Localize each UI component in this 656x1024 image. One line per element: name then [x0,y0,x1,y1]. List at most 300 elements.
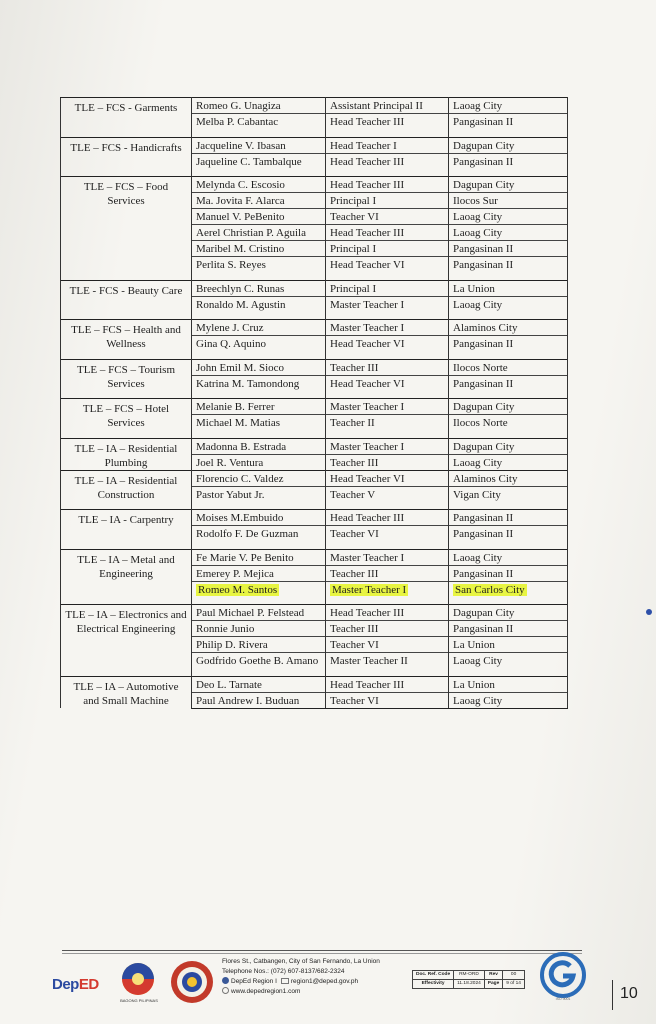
position-cell-text: Master Teacher I [330,440,405,453]
spacer-cell [449,169,568,177]
area-cell [61,280,192,312]
position-cell [326,98,449,114]
name-cell [192,676,326,692]
division-cell-text: Pangasinan II [453,512,514,524]
division-cell-text: Laoag City [453,227,503,239]
spacer-cell [61,312,192,320]
position-cell-text: Master Teacher I [330,298,405,311]
division-cell [449,581,568,597]
position-cell [326,637,449,653]
division-cell [449,676,568,692]
name-cell-text: Michael M. Matias [196,417,281,429]
page-value: 9 of 14 [503,980,525,989]
name-cell-text: Melynda C. Escosio [196,179,285,191]
footer-facebook[interactable]: DepEd Region I [231,978,277,985]
footer-contact-line [222,977,412,987]
spacer-cell [449,312,568,320]
division-cell-text: Dagupan City [453,401,515,413]
name-cell-text: Melanie B. Ferrer [196,401,275,413]
division-cell-text: Pangasinan II [453,377,514,390]
handwritten-page-number: 10 [620,985,638,1002]
position-cell-text: Head Teacher VI [330,338,405,350]
spacer-cell [449,668,568,676]
division-cell [449,526,568,542]
footer-address: Flores St., Catbangen, City of San Fernando, La Union [222,958,380,965]
spacer-cell [449,541,568,549]
name-cell-text: Godfrido Goethe B. Amano [196,655,319,667]
facebook-icon [222,977,229,984]
table-row [61,676,568,692]
area-label: TLE – FCS - Garments [74,102,178,114]
name-cell [192,565,326,581]
division-cell-text: La Union [453,639,495,651]
spacer-cell [326,502,449,510]
name-cell-text: Ronaldo M. Agustin [196,298,286,311]
division-cell-text: Laoag City [453,655,503,667]
deped-logo-ed: ED [78,976,99,993]
position-cell [326,565,449,581]
name-cell-text: Romeo M. Santos [198,583,278,596]
name-cell-text: Maribel M. Cristino [196,243,285,255]
bagong-pilipinas-logo [118,961,158,997]
rev-value: 00 [503,971,525,980]
position-cell-text: Principal I [330,282,377,295]
doc-ref-label: Doc. Ref. Code [413,971,454,980]
name-cell-text: Pastor Yabut Jr. [196,488,265,501]
area-label: TLE – FCS – Hotel Services [82,403,170,429]
position-cell-text: Head Teacher III [330,116,405,128]
division-cell-text: Pangasinan II [453,155,514,168]
footer-address-block [222,957,412,997]
division-cell-text: Laoag City [453,298,503,311]
position-cell [326,177,449,193]
name-cell-text: Rodolfo F. De Guzman [196,528,299,540]
group-spacer [61,541,568,549]
spacer-cell [192,597,326,605]
division-cell [449,510,568,526]
spacer-cell [449,597,568,605]
position-cell [326,621,449,637]
position-cell [326,257,449,273]
spacer-cell [326,668,449,676]
position-cell [326,526,449,542]
position-cell [326,486,449,502]
division-cell-text: Laoag City [453,456,503,469]
division-cell-text: Pangasinan II [453,116,514,128]
area-cell [61,605,192,669]
name-cell-text: Perlita S. Reyes [196,259,266,271]
position-cell [326,280,449,296]
position-cell-text: Head Teacher III [330,678,405,691]
spacer-cell [192,351,326,359]
name-cell [192,98,326,114]
division-cell [449,605,568,621]
spacer-cell [449,351,568,359]
area-label: TLE – FCS – Food Services [83,181,169,207]
division-cell-text: Ilocos Norte [453,361,508,374]
iso-certification-logo [540,952,586,998]
position-cell [326,336,449,352]
name-cell [192,209,326,225]
name-cell [192,415,326,431]
division-cell-text: Vigan City [453,488,501,501]
name-cell [192,193,326,209]
spacer-cell [326,351,449,359]
division-cell [449,653,568,669]
area-label: TLE – FCS - Handicrafts [70,141,182,154]
spacer-cell [192,169,326,177]
spacer-cell [326,312,449,320]
table-row [61,549,568,565]
name-cell [192,225,326,241]
name-cell [192,470,326,486]
spacer-cell [192,502,326,510]
division-cell-text: Laoag City [453,694,503,707]
position-cell [326,359,449,375]
area-label: TLE – FCS – Tourism Services [76,363,176,390]
division-cell [449,257,568,273]
division-cell [449,280,568,296]
name-cell [192,241,326,257]
name-cell [192,177,326,193]
name-cell [192,653,326,669]
position-cell [326,399,449,415]
table-row [61,470,568,486]
division-cell [449,320,568,336]
spacer-cell [61,272,192,280]
division-cell-text: Laoag City [453,551,503,564]
position-cell [326,438,449,454]
area-label: TLE – FCS – Health and Wellness [71,324,181,350]
iso-text: ISO 9001 [555,997,571,1001]
division-cell [449,399,568,415]
handwritten-bar [612,980,613,1010]
name-cell [192,605,326,621]
position-cell-text: Teacher VI [330,639,379,651]
bagong-pilipinas-text: BAGONG PILIPINAS [120,998,158,1003]
spacer-cell [61,129,192,137]
page-label: Page [484,980,502,989]
position-cell [326,153,449,169]
table-row [61,177,568,193]
position-cell-text: Master Teacher I [330,551,405,564]
name-cell [192,399,326,415]
division-cell-text: Pangasinan II [453,567,514,580]
area-cell [61,676,192,708]
name-cell-text: Paul Andrew I. Buduan [196,694,300,707]
area-label: TLE – IA – Electronics and Electrical Engineering [65,609,187,635]
assignment-table-body [61,98,568,709]
division-cell [449,114,568,130]
name-cell [192,510,326,526]
email-icon [281,978,289,984]
position-cell [326,549,449,565]
name-cell-text: Mylene J. Cruz [196,322,264,334]
position-cell-text: Teacher V [330,488,376,501]
name-cell-text: Florencio C. Valdez [196,472,284,485]
name-cell-text: Emerey P. Mejica [196,567,274,580]
position-cell-text: Head Teacher III [330,179,405,191]
name-cell-text: Madonna B. Estrada [196,440,287,453]
area-label: TLE – IA - Carpentry [78,514,174,526]
area-cell [61,470,192,502]
globe-icon [222,987,229,994]
division-cell-text: Pangasinan II [453,623,514,635]
rev-label: Rev [484,971,502,980]
area-cell [61,399,192,431]
name-cell-text: Ma. Jovita F. Alarca [196,195,285,207]
ink-dot [646,609,652,615]
name-cell-text: Katrina M. Tamondong [196,377,300,390]
name-cell [192,438,326,454]
position-cell [326,454,449,470]
spacer-cell [326,430,449,438]
name-cell-text: Moises M.Embuido [196,512,284,524]
division-cell-text: Dagupan City [453,179,515,191]
spacer-cell [61,430,192,438]
group-spacer [61,312,568,320]
position-cell-text: Teacher VI [330,694,379,707]
doc-ref-value: RM-ORD [454,971,485,980]
group-spacer [61,430,568,438]
name-cell [192,114,326,130]
spacer-cell [192,391,326,399]
area-cell [61,359,192,391]
division-cell [449,241,568,257]
position-cell-text: Master Teacher I [330,401,405,413]
spacer-cell [326,391,449,399]
spacer-cell [61,169,192,177]
name-cell-text: Jaqueline C. Tambalque [196,155,302,168]
spacer-cell [449,430,568,438]
group-spacer [61,129,568,137]
division-cell [449,454,568,470]
spacer-cell [326,541,449,549]
position-cell [326,692,449,708]
name-cell-text: Jacqueline V. Ibasan [196,139,286,152]
division-cell-text: Laoag City [453,211,503,223]
position-cell-text: Teacher II [330,417,375,429]
position-cell-text: Head Teacher VI [330,472,405,485]
position-cell [326,320,449,336]
division-cell-text: La Union [453,678,495,691]
position-cell [326,415,449,431]
spacer-cell [326,169,449,177]
position-cell [326,581,449,597]
position-cell-text: Teacher VI [330,211,379,223]
division-cell [449,692,568,708]
division-cell [449,375,568,391]
division-cell [449,225,568,241]
division-cell-text: Pangasinan II [453,243,514,255]
name-cell [192,549,326,565]
name-cell-text: Joel R. Ventura [196,456,264,469]
table-row [61,605,568,621]
division-cell-text: San Carlos City [455,583,525,596]
position-cell-text: Head Teacher VI [330,377,405,390]
division-cell [449,296,568,312]
position-cell [326,470,449,486]
division-cell [449,621,568,637]
division-cell [449,177,568,193]
position-cell [326,114,449,130]
position-cell-text: Teacher III [330,567,379,580]
division-cell-text: Ilocos Sur [453,195,498,207]
position-cell-text: Head Teacher I [330,139,397,152]
division-cell [449,470,568,486]
position-cell-text: Principal I [330,195,377,207]
assignment-table [60,97,568,709]
deped-region-seal [170,960,214,1004]
spacer-cell [326,597,449,605]
position-cell [326,137,449,153]
spacer-cell [192,312,326,320]
footer-email[interactable]: region1@deped.gov.ph [290,978,359,985]
area-label: TLE – IA – Metal and Engineering [77,553,175,580]
division-cell [449,438,568,454]
table-row [61,399,568,415]
position-cell-text: Teacher III [330,623,379,635]
name-cell [192,153,326,169]
effectivity-value: 11.18.2024 [454,980,485,989]
name-cell-text: Ronnie Junio [196,623,255,635]
name-cell [192,257,326,273]
division-cell [449,98,568,114]
document-code-table [412,970,525,989]
division-cell-text: Pangasinan II [453,259,514,271]
position-cell [326,241,449,257]
area-cell [61,320,192,352]
name-cell-text: Breechlyn C. Runas [196,282,285,295]
name-cell [192,137,326,153]
division-cell-text: Alaminos City [453,472,518,485]
spacer-cell [192,430,326,438]
area-cell [61,137,192,169]
footer-rule [62,950,582,951]
group-spacer [61,169,568,177]
division-cell-text: Ilocos Norte [453,417,508,429]
position-cell-text: Assistant Principal II [330,100,423,112]
area-cell [61,510,192,542]
division-cell [449,486,568,502]
name-cell [192,280,326,296]
area-cell [61,438,192,470]
spacer-cell [326,272,449,280]
area-label: TLE - FCS - Beauty Care [69,284,183,297]
table-row [61,510,568,526]
spacer-cell [61,668,192,676]
name-cell [192,486,326,502]
spacer-cell [61,541,192,549]
position-cell [326,375,449,391]
name-cell-text: Romeo G. Unagiza [196,100,281,112]
footer-website[interactable]: www.depedregion1.com [231,988,301,995]
position-cell [326,296,449,312]
position-cell-text: Teacher VI [330,528,379,540]
division-cell [449,193,568,209]
position-cell-text: Master Teacher I [330,322,405,334]
area-label: TLE – IA – Residential Construction [74,474,178,501]
spacer-cell [192,668,326,676]
spacer-cell [449,129,568,137]
spacer-cell [192,541,326,549]
division-cell [449,359,568,375]
effectivity-label: Effectivity [413,980,454,989]
area-label: TLE – IA – Automotive and Small Machine [73,680,179,707]
position-cell-text: Head Teacher VI [330,259,405,271]
position-cell [326,193,449,209]
name-cell [192,336,326,352]
spacer-cell [326,129,449,137]
spacer-cell [192,272,326,280]
name-cell-text: Fe Marie V. Pe Benito [196,551,294,564]
position-cell [326,605,449,621]
table-row [61,280,568,296]
position-cell-text: Master Teacher I [332,583,407,596]
name-cell [192,581,326,597]
name-cell-text: Manuel V. PeBenito [196,211,285,223]
name-cell-text: Melba P. Cabantac [196,116,279,128]
division-cell [449,153,568,169]
division-cell-text: Dagupan City [453,607,515,619]
spacer-cell [449,502,568,510]
name-cell-text: Paul Michael P. Felstead [196,607,305,619]
table-row [61,320,568,336]
division-cell [449,336,568,352]
name-cell-text: Aerel Christian P. Aguila [196,227,306,239]
position-cell-text: Head Teacher III [330,155,405,168]
group-spacer [61,597,568,605]
name-cell [192,454,326,470]
division-cell-text: Pangasinan II [453,338,514,350]
area-cell [61,549,192,597]
deped-logo-text: DepED [52,976,99,993]
group-spacer [61,668,568,676]
name-cell-text: Philip D. Rivera [196,639,268,651]
group-spacer [61,502,568,510]
position-cell [326,209,449,225]
division-cell [449,415,568,431]
division-cell [449,565,568,581]
area-cell [61,177,192,273]
division-cell [449,209,568,225]
division-cell-text: La Union [453,282,495,295]
table-row [61,137,568,153]
spacer-cell [61,597,192,605]
name-cell [192,692,326,708]
name-cell [192,296,326,312]
spacer-cell [61,351,192,359]
group-spacer [61,391,568,399]
name-cell [192,621,326,637]
name-cell [192,637,326,653]
table-row [61,98,568,114]
name-cell-text: John Emil M. Sioco [196,361,285,374]
position-cell [326,653,449,669]
area-cell [61,98,192,130]
name-cell-text: Gina Q. Aquino [196,338,266,350]
position-cell-text: Principal I [330,243,377,255]
division-cell-text: Alaminos City [453,322,518,334]
position-cell-text: Head Teacher III [330,227,405,239]
division-cell [449,549,568,565]
footer-telephone: Telephone Nos.: (072) 607-8137/682-2324 [222,968,345,975]
table-row [61,359,568,375]
group-spacer [61,351,568,359]
spacer-cell [61,502,192,510]
group-spacer [61,272,568,280]
position-cell-text: Master Teacher II [330,655,408,667]
